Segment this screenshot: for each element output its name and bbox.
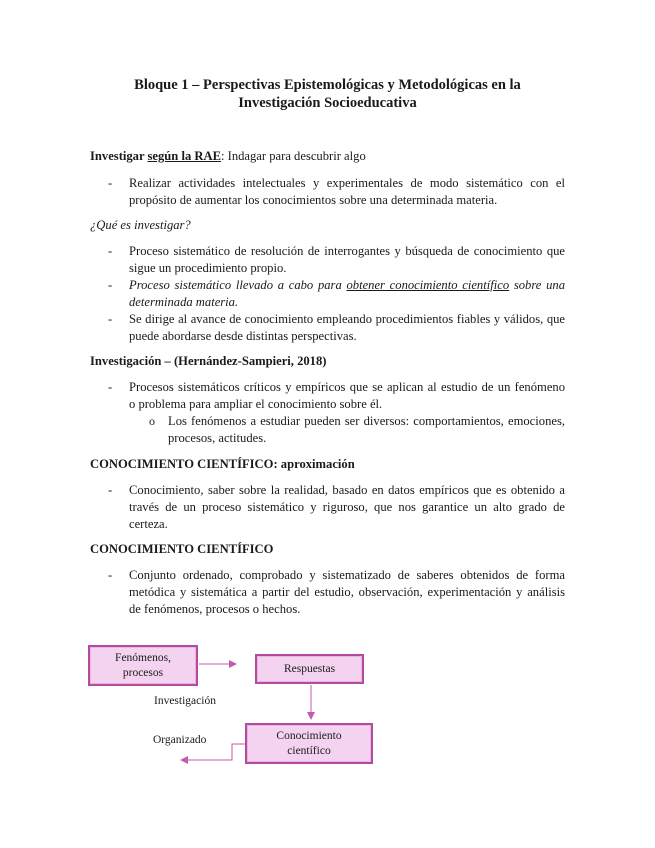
bullet-text: Proceso sistemático llevado a cabo para	[129, 278, 347, 292]
page-title	[90, 76, 565, 112]
bullet-sampieri-1	[129, 379, 565, 413]
bullet-line: Conocimiento, saber sobre la realidad, basado en datos empíricos que es obtenido a	[129, 483, 565, 497]
bullet-line: Proceso sistemático de resolución de interrogantes y búsqueda de conocimiento que	[129, 244, 565, 258]
box-conocimiento-line-2: científico	[287, 744, 331, 757]
bullet-line: procesos, actitudes.	[168, 431, 267, 445]
bullet-line: Procesos sistemáticos críticos y empíricos que se aplican al estudio de un fenómeno	[129, 380, 565, 394]
bullet-text: sobre una	[509, 278, 565, 292]
label-organizado: Organizado	[153, 734, 207, 746]
bullet-line: o problema para ampliar el conocimiento sobre él.	[129, 397, 383, 411]
label-investigacion: Investigación	[154, 695, 216, 707]
sub-bullet-marker: o	[149, 414, 155, 428]
underlined-text: obtener conocimiento científico	[346, 278, 510, 292]
bullet-conocimiento-aprox-1	[129, 482, 565, 533]
bullet-line: de fenómenos, procesos o hechos.	[129, 602, 301, 616]
section-rae-heading	[90, 148, 565, 165]
bullet-line: Los fenómenos a estudiar pueden ser diversos: comportamientos, emociones,	[168, 414, 565, 428]
bullet-rae-1	[129, 175, 565, 209]
bullet-investigar-2	[129, 277, 565, 311]
bullet-marker: -	[108, 380, 113, 394]
bullet-line: puede abordarse desde distintas perspectivas.	[129, 329, 357, 343]
bullet-marker: -	[108, 312, 113, 326]
bullet-conocimiento-1	[129, 567, 565, 618]
bullet-investigar-1	[129, 243, 565, 277]
heading-rae-definition: : Indagar para descubrir algo	[220, 149, 366, 163]
section-sampieri-heading: Investigación – (Hernández-Sampieri, 2018)	[90, 354, 327, 368]
bullet-line: determinada materia.	[129, 295, 239, 309]
section-conocimiento-aprox-heading: CONOCIMIENTO CIENTÍFICO: aproximación	[90, 457, 355, 471]
box-conocimiento-cientifico	[245, 723, 373, 764]
bullet-marker: -	[108, 176, 113, 190]
bullet-line	[129, 277, 565, 294]
section-conocimiento-heading: CONOCIMIENTO CIENTÍFICO	[90, 542, 274, 556]
heading-segun-rae: según la RAE	[147, 149, 221, 163]
bullet-marker: -	[108, 568, 113, 582]
box-fenomenos-procesos	[88, 645, 198, 686]
title-line-1: Bloque 1 – Perspectivas Epistemológicas y Metodológicas en la	[134, 77, 521, 93]
bullet-line: propósito de aumentar los conocimientos sobre una determinada materia.	[129, 193, 498, 207]
box-conocimiento-line-1: Conocimiento	[276, 729, 342, 742]
title-line-2: Investigación Socioeducativa	[238, 95, 417, 111]
bullet-line: Conjunto ordenado, comprobado y sistematizado de saberes obtenidos de forma	[129, 568, 565, 582]
bullet-line: través de un proceso sistemático y riguroso, que nos garantice un alto grado de	[129, 500, 565, 514]
bullet-line: sigue un procedimiento propio.	[129, 261, 287, 275]
box-fenomenos-line-1: Fenómenos,	[115, 651, 171, 664]
bullet-line: Se dirige al avance de conocimiento empleando procedimientos fiables y válidos, que	[129, 312, 565, 326]
box-respuestas	[255, 654, 364, 684]
box-fenomenos-line-2: procesos	[122, 666, 164, 679]
bullet-marker: -	[108, 483, 113, 497]
sub-bullet-sampieri-1	[168, 413, 565, 447]
bullet-investigar-3	[129, 311, 565, 345]
heading-investigar: Investigar	[90, 149, 148, 163]
bullet-marker: -	[108, 278, 113, 292]
box-respuestas-label: Respuestas	[283, 662, 336, 675]
bullet-line: certeza.	[129, 517, 168, 531]
question-heading: ¿Qué es investigar?	[90, 218, 191, 232]
bullet-line: metódica y sistemática a partir del estudio, observación, experimentación y análisis	[129, 585, 565, 599]
bullet-line: Realizar actividades intelectuales y experimentales de modo sistemático con el	[129, 176, 565, 190]
bullet-marker: -	[108, 244, 113, 258]
